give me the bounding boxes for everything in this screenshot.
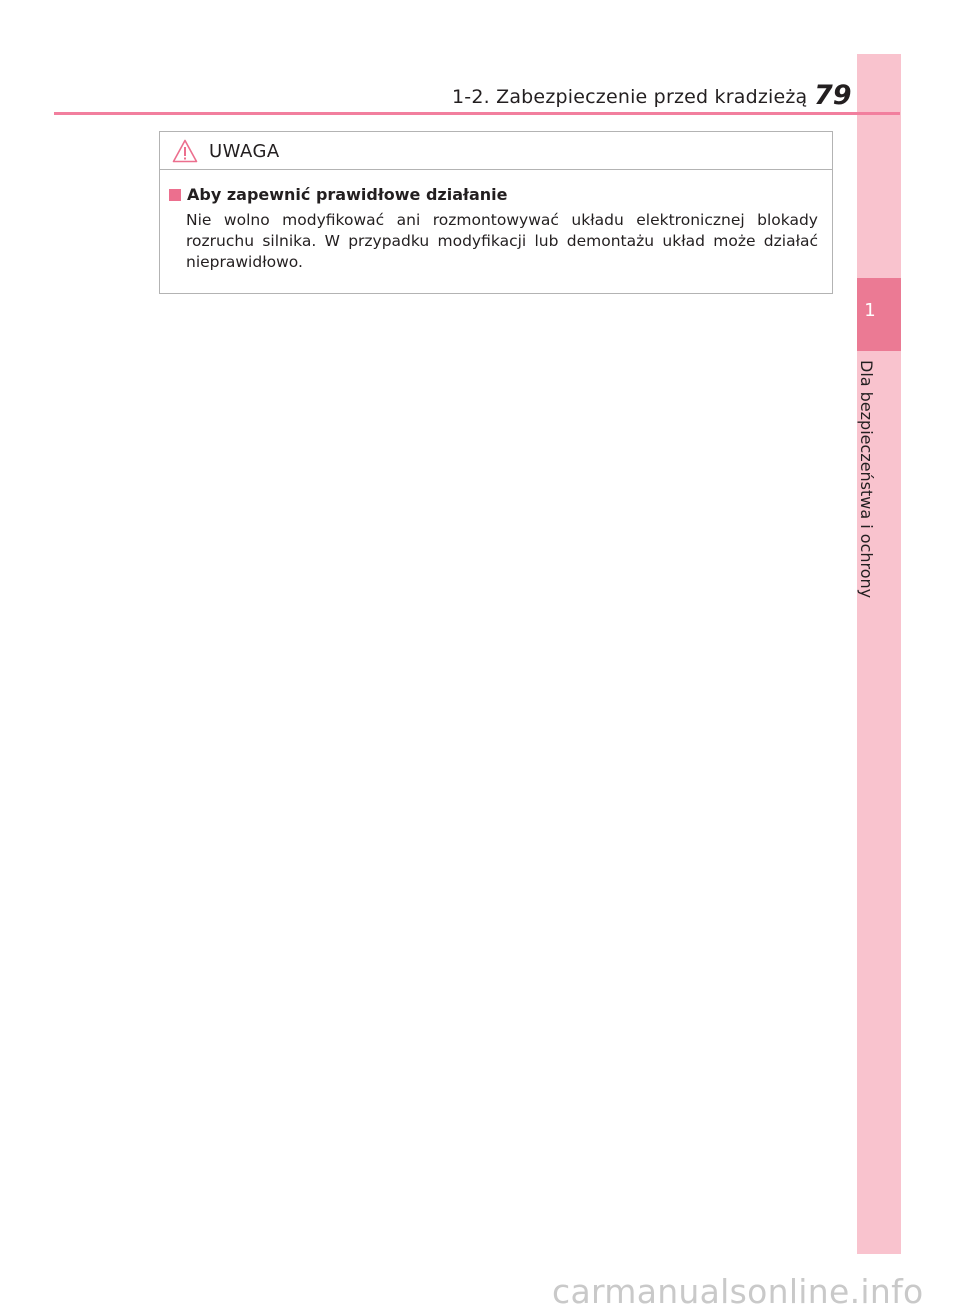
chapter-title: Dla bezpieczeństwa i ochrony	[857, 360, 876, 599]
warning-triangle-icon	[172, 139, 198, 163]
square-bullet-icon	[169, 189, 181, 201]
watermark: carmanualsonline.info	[552, 1272, 924, 1311]
warning-header	[160, 132, 832, 170]
side-tab	[857, 54, 901, 1254]
warning-title: UWAGA	[209, 141, 280, 162]
warning-item-heading: Aby zapewnić prawidłowe działanie	[187, 185, 508, 204]
warning-box	[159, 131, 833, 294]
chapter-number: 1	[864, 300, 876, 321]
warning-item	[169, 185, 507, 204]
warning-item-text: Nie wolno modyfikować ani rozmontowywać układu elektronicznej blokady rozruchu silnika. W przypadku modyfikacji lub demontażu układ może działać nieprawidłowo.	[186, 211, 818, 271]
header-rule	[54, 112, 900, 115]
page-number: 79	[814, 80, 852, 111]
section-title: 1-2. Zabezpieczenie przed kradzieżą	[452, 86, 808, 108]
